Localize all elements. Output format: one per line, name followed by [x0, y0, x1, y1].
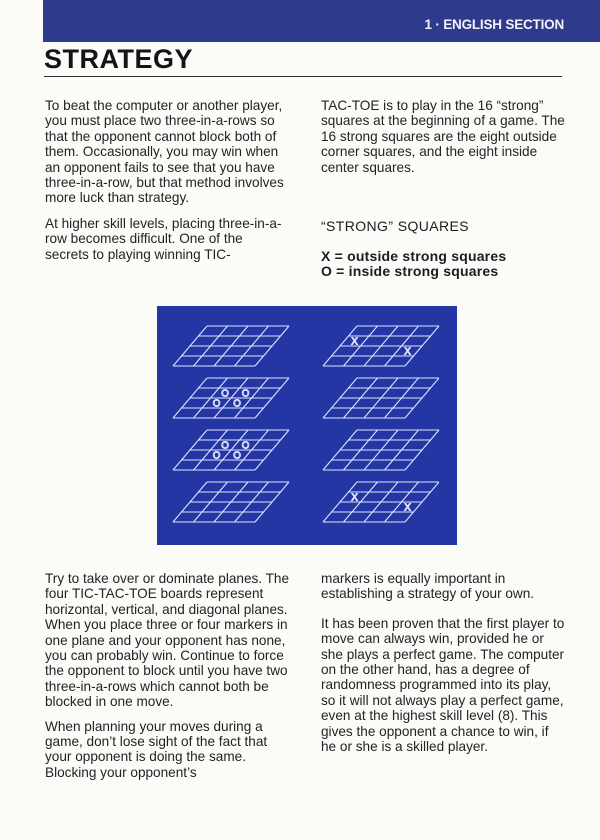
column-top-right — [321, 98, 566, 175]
paragraph: markers is equally important in establishing a strategy of your own. — [321, 571, 535, 602]
board-plane — [323, 378, 439, 418]
paragraph: To beat the computer or another player, you must place two three-in-a-rows so that the opponent cannot block both of them. Occasionally, you may win when an opponent fails to see that you have three-in-a-row, but that method involves more luck than strategy. — [45, 98, 284, 206]
outside-strong-marker: X — [351, 336, 358, 348]
section-label: 1 · ENGLISH SECTION — [424, 17, 564, 32]
outside-strong-marker: X — [351, 492, 358, 504]
legend-outside: X = outside strong squares — [321, 248, 507, 264]
board-plane — [173, 326, 289, 366]
paragraph: Try to take over or dominate planes. The four TIC-TAC-TOE boards represent horizontal, vertical, and diagonal planes. When you place three or four markers in one plane and your opponent has none, you can probably win. Continue to force the opponent to block until you have two three-in-a-rows which cannot both be blocked in one move. — [45, 571, 290, 710]
board-plane — [323, 430, 439, 470]
paragraph: TAC-TOE is to play in the 16 “strong” squares at the beginning of a game. The 16 strong squares are the eight outside corner squares, and the eight inside center squares. — [321, 98, 565, 175]
inside-strong-marker: O — [212, 398, 221, 410]
outside-strong-marker: X — [404, 346, 411, 358]
inside-strong-marker: O — [221, 388, 229, 400]
board-plane — [323, 326, 439, 366]
legend-inside: O = inside strong squares — [321, 263, 499, 279]
column-bottom-left — [45, 571, 290, 780]
board-plane — [323, 482, 439, 522]
board-plane — [173, 482, 289, 522]
inside-strong-marker: O — [233, 398, 241, 410]
paragraph: When planning your moves during a game, don’t lose sight of the fact that your opponent is doing the same. Blocking your opponent’s — [45, 718, 268, 780]
board-plane — [173, 430, 289, 470]
page-title: STRATEGY — [44, 44, 194, 74]
inside-strong-marker: O — [241, 388, 250, 400]
section-banner — [43, 0, 600, 42]
title-rule — [44, 76, 562, 77]
column-bottom-right — [321, 571, 566, 754]
strong-squares-heading: “STRONG” SQUARES — [321, 218, 469, 234]
inside-strong-marker: O — [221, 440, 229, 452]
column-top-left — [45, 98, 290, 262]
inside-strong-marker: O — [241, 440, 250, 452]
board-plane — [173, 378, 289, 418]
boards-diagram — [157, 306, 457, 545]
inside-strong-marker: O — [212, 450, 221, 462]
paragraph: It has been proven that the first player to move can always win, provided he or she plays a perfect game. The computer on the other hand, has a degree of randomness programmed into its play, so it will not always play a perfect game, even at the highest skill level (8). This gives the opponent a chance to win, if he or she is a skilled player. — [321, 615, 565, 755]
outside-strong-marker: X — [404, 502, 411, 514]
strong-squares-figure — [157, 306, 457, 545]
paragraph: At higher skill levels, placing three-in-a-row becomes difficult. One of the secrets to playing winning TIC- — [45, 215, 282, 262]
inside-strong-marker: O — [233, 450, 241, 462]
